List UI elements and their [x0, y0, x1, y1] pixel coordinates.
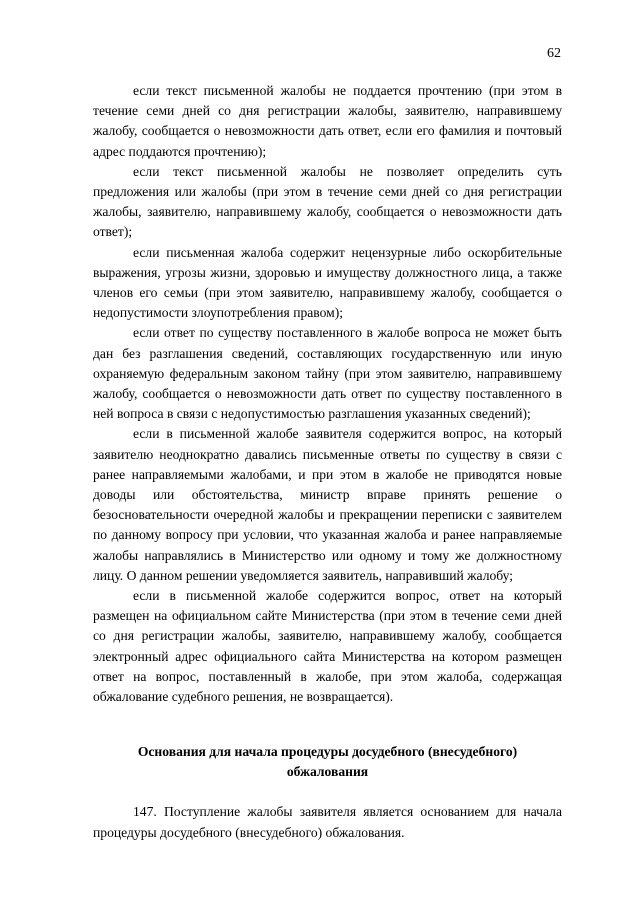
- page-number: 62: [547, 46, 561, 61]
- paragraph-state-secret: если ответ по существу поставленного в жалобе вопроса не может быть дан без разглашения сведений, составляющих государственную или иную охраняемую федеральным законом тайну (при этом заявителю, направившему жалобу, сообщается о невозможности дать ответ по существу поставленного в ней вопроса в связи с недопустимостью разглашения указанных сведений);: [93, 325, 562, 422]
- section-heading-line-1: Основания для начала процедуры досудебного (внесудебного): [137, 744, 518, 760]
- section-heading-line-2: обжалования: [286, 764, 369, 780]
- document-body: [93, 81, 562, 843]
- section-heading: [93, 742, 562, 782]
- numbered-paragraph-147: 147. Поступление жалобы заявителя является основанием для начала процедуры досудебного (внесудебного) обжалования.: [93, 804, 562, 840]
- paragraph-obscene-content: если письменная жалоба содержит нецензурные либо оскорбительные выражения, угрозы жизни, здоровью и имуществу должностного лица, а также членов его семьи (при этом заявителю, направившему жалобу, сообщается о недопустимости злоупотребления правом);: [93, 244, 562, 321]
- paragraph-undefined-essence: если текст письменной жалобы не позволяет определить суть предложения или жалобы (при этом в течение семи дней со дня регистрации жалобы, заявителю, направившему жалобу, сообщается о невозможности дать ответ);: [93, 163, 562, 240]
- paragraph-unreadable-complaint: если текст письменной жалобы не поддается прочтению (при этом в течение семи дней со дня регистрации жалобы, заявителю, направившему жалобу, сообщается о невозможности дать ответ, если его фамилия и почтовый адрес поддаются прочтению);: [93, 83, 562, 159]
- paragraph-answer-on-website: если в письменной жалобе содержится вопрос, ответ на который размещен на официальном сайте Министерства (при этом в течение семи дней со дня регистрации жалобы, заявителю, направившему жалобу, сообщается электронный адрес официального сайта Министерства на котором размещен ответ на вопрос, поставленный в жалобе, при этом жалоба, содержащая обжалование судебного решения, не возвращается).: [93, 588, 562, 705]
- paragraph-repeated-question: если в письменной жалобе заявителя содержится вопрос, на который заявителю неоднократно давались письменные ответы по существу в связи с ранее направляемыми жалобами, и при этом в жалобе не приводятся новые доводы или обстоятельства, министр вправе принять решение о безосновательности очередной жалобы и прекращении переписки с заявителем по данному вопросу при условии, что указанная жалоба и ранее направляемые жалобы направлялись в Министерство или одному и тому же должностному лицу. О данном решении уведомляется заявитель, направивший жалобу;: [93, 426, 562, 583]
